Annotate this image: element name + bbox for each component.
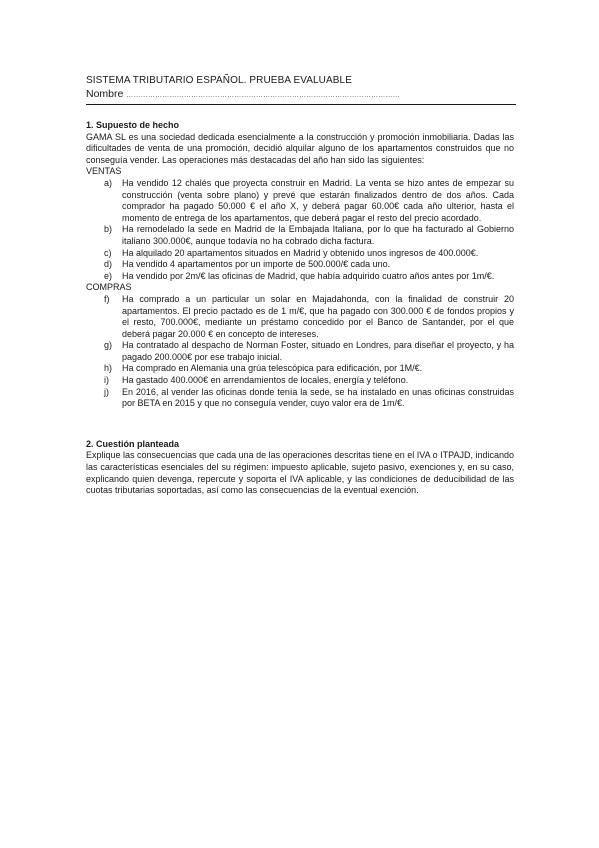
item-text: Ha alquilado 20 apartamentos situados en Madrid y obtenido unos ingresos de 400.000€. [122,247,479,258]
section-cuestion [86,439,514,497]
section-supuesto [86,120,514,410]
item-text: Ha vendido 12 chalés que proyecta construir en Madrid. La venta se hizo antes de empezar su construcción (venta sobre plano) y prevé que estarán finalizados dentro de dos años. Cada comprador ha pagado 50.000 € el año X, y deberá pagar 60.00€ cada año ulterior, hasta el momento de entrega de los apartamentos, que deberá pagar el resto del precio acordado. [122,177,514,223]
section1-intro: GAMA SL es una sociedad dedicada esencialmente a la construcción y promoción inmobiliaria. Dadas las dificultades de venta de una promoción, decidió alquilar alguno de los apartamentos construidos que no conseguía vender. Las operaciones más destacadas del año han sido las siguientes: [86,131,514,165]
item-text: Ha remodelado la sede en Madrid de la Embajada Italiana, por lo que ha facturado al Gobierno italiano 300.000€, aunque todavía no ha cobrado dicha factura. [122,224,514,246]
item-label: i) [104,375,109,386]
list-item [104,375,514,387]
item-label: h) [104,363,113,374]
document-title: SISTEMA TRIBUTARIO ESPAÑOL. PRUEBA EVALUABLE [86,75,352,86]
list-item [104,177,514,224]
name-field [86,87,516,105]
list-item [104,270,514,283]
list-item [104,224,514,247]
list-item [104,247,514,260]
name-label: Nombre [86,88,124,100]
item-label: a) [104,177,113,188]
item-text: Ha contratado al despacho de Norman Foster, situado en Londres, para diseñar el proyecto, y ha pagado 200.000€ por ese trabajo inicial. [122,340,514,362]
item-label: b) [104,224,113,235]
document-header [86,74,516,105]
section1-heading: 1. Supuesto de hecho [86,120,180,130]
item-text: Ha vendido 4 apartamentos por un importe de 500.000/€ cada uno. [122,259,391,270]
list-item [104,293,514,340]
item-label: c) [104,247,112,258]
ventas-label: VENTAS [86,166,122,177]
item-label: g) [104,340,113,351]
item-text: En 2016, al vender las oficinas donde tenía la sede, se ha instalado en unas oficinas construidas por BETA en 2015 y que no conseguía vender, cuyo valor era de 1m/€. [122,386,514,409]
item-text: Ha comprado en Alemania una grúa telescópica para edificación, por 1M/€. [122,363,423,374]
compras-list [86,294,514,410]
item-text: Ha gastado 400.000€ en arrendamientos de locales, energía y teléfono. [122,375,409,386]
section2-text: Explique las consecuencias que cada una de las operaciones descritas tiene en el IVA o ITPAJD, indicando las características esenciales del su régimen: impuesto aplicable, sujeto pasivo, exenciones y, en su caso, explicando quien devenga, repercute y soporta el IVA aplicable, y las condiciones de deducibilidad de las cuotas tributarias soportadas, así como las consecuencias de la eventual exención. [86,450,514,496]
section2-heading: 2. Cuestión planteada [86,438,180,449]
list-item [104,259,514,271]
item-label: j) [104,386,109,397]
item-text: Ha vendido por 2m/€ las oficinas de Madrid, que había adquirido cuatro años antes por 1m/€. [122,270,495,281]
item-label: d) [104,259,113,270]
item-label: e) [104,270,113,281]
name-blank: …………………………………………………………………………………………………… [126,92,400,99]
document-body [86,120,514,497]
list-item [104,386,514,410]
item-label: f) [104,293,110,304]
item-text: Ha comprado a un particular un solar en Majadahonda, con la finalidad de construir 20 apartamentos. El precio pactado es de 1 m/€, que ha pagado con 300.000 € de fondos propios y el resto, 700.000€, mediante un préstamo concedido por el Banco de Santander, por el que deberá pagar 20.000 € en concepto de intereses. [122,293,514,339]
compras-label: COMPRAS [86,282,132,293]
list-item [104,340,514,363]
list-item [104,363,514,375]
ventas-list [86,178,514,282]
